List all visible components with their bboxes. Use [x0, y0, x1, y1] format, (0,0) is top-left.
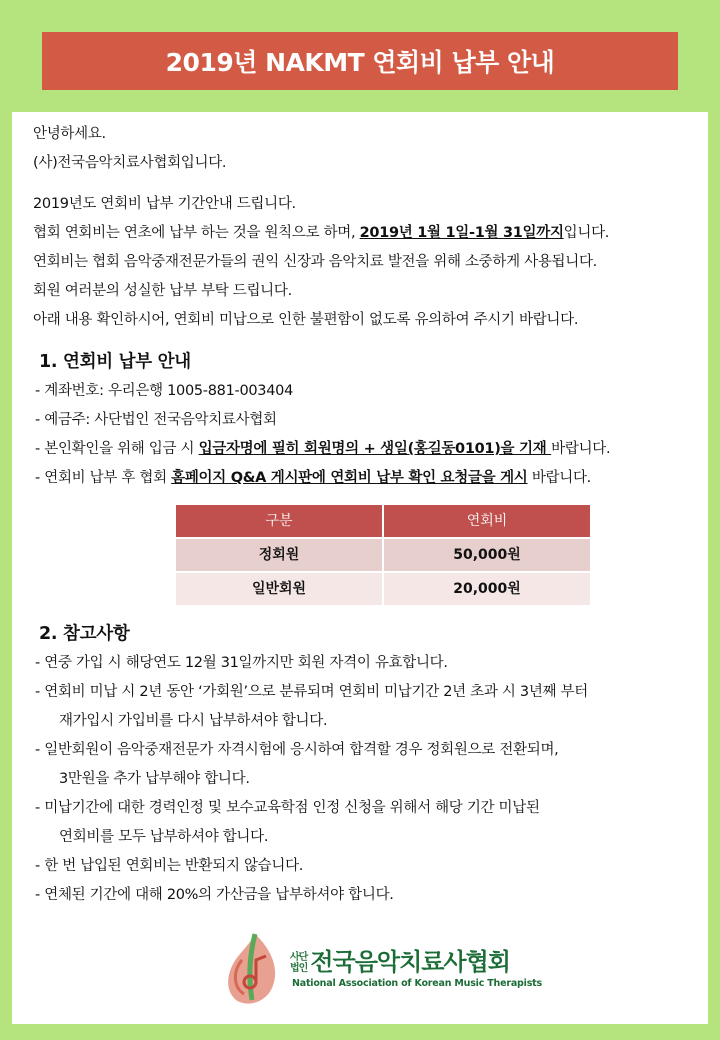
- list-item: - 연회비 미납 시 2년 동안 ‘가회원’으로 분류되며 연회비 미납기간 2년 초과 시 3년째 부터 재가입시 가입비를 다시 납부하셔야 합니다.: [35, 684, 588, 729]
- payment-info-list: [33, 377, 701, 493]
- intro-line: 2019년도 연회비 납부 기간안내 드립니다.: [33, 196, 296, 212]
- logo-english-name: National Association of Korean Music Therapists: [292, 978, 542, 989]
- list-item: - 미납기간에 대한 경력인정 및 보수교육학점 인정 신청을 위해서 해당 기간 미납된 연회비를 모두 납부하셔야 합니다.: [35, 800, 540, 845]
- intro-line: 아래 내용 확인하시어, 연회비 미납으로 인한 불편함이 없도록 유의하여 주시기 바랍니다.: [33, 312, 579, 328]
- list-item: - 한 번 납입된 연회비는 반환되지 않습니다.: [35, 858, 304, 874]
- org-intro: (사)전국음악치료사협회입니다.: [33, 155, 227, 171]
- page-title: 2019년 NAKMT 연회비 납부 안내: [42, 32, 678, 90]
- table-row: 정회원 50,000원: [176, 538, 591, 572]
- intro-line: 회원 여러분의 성실한 납부 부탁 드립니다.: [33, 283, 292, 299]
- list-item: - 계좌번호: 우리은행 1005-881-003404: [35, 383, 293, 399]
- greeting: 안녕하세요.: [33, 126, 106, 142]
- list-item: - 연체된 기간에 대해 20%의 가산금을 납부하셔야 합니다.: [35, 887, 394, 903]
- table-header: 연회비: [383, 505, 591, 538]
- association-logo: [222, 930, 542, 1008]
- section1-heading: 1. 연회비 납부 안내: [39, 352, 191, 372]
- fee-table: [176, 505, 592, 605]
- notice-panel: [12, 112, 708, 1024]
- logo-korean-name: 사단 법인 전국음악치료사협회: [290, 948, 510, 976]
- section2-heading: 2. 참고사항: [39, 624, 130, 644]
- table-header: 구분: [176, 505, 383, 538]
- list-item: - 연중 가입 시 해당연도 12월 31일까지만 회원 자격이 유효합니다.: [35, 655, 448, 671]
- list-item: - 일반회원이 음악중재전문가 자격시험에 응시하여 합격할 경우 정회원으로 전환되며, 3만원을 추가 납부해야 합니다.: [35, 742, 559, 787]
- intro-line: 연회비는 협회 음악중재전문가들의 권익 신장과 음악치료 발전을 위해 소중하게 사용됩니다.: [33, 254, 597, 270]
- list-item: - 연회비 납부 후 협회 홈페이지 Q&A 게시판에 연회비 납부 확인 요청글을 게시 바랍니다.: [35, 470, 591, 486]
- notice-content: [33, 120, 701, 910]
- list-item: - 본인확인을 위해 입금 시 입금자명에 필히 회원명의 + 생일(홍길동0101)을 기재 바랍니다.: [35, 441, 611, 457]
- table-row: 일반회원 20,000원: [176, 572, 591, 605]
- music-note-leaf-icon: [222, 930, 288, 1010]
- payment-period: 2019년 1월 1일-1월 31일까지: [359, 225, 564, 241]
- list-item: - 예금주: 사단법인 전국음악치료사협회: [35, 412, 277, 428]
- notes-list: [33, 649, 701, 910]
- intro-period-line: 협회 연회비는 연초에 납부 하는 것을 원칙으로 하며, 2019년 1월 1일-1월 31일까지입니다.: [33, 225, 610, 241]
